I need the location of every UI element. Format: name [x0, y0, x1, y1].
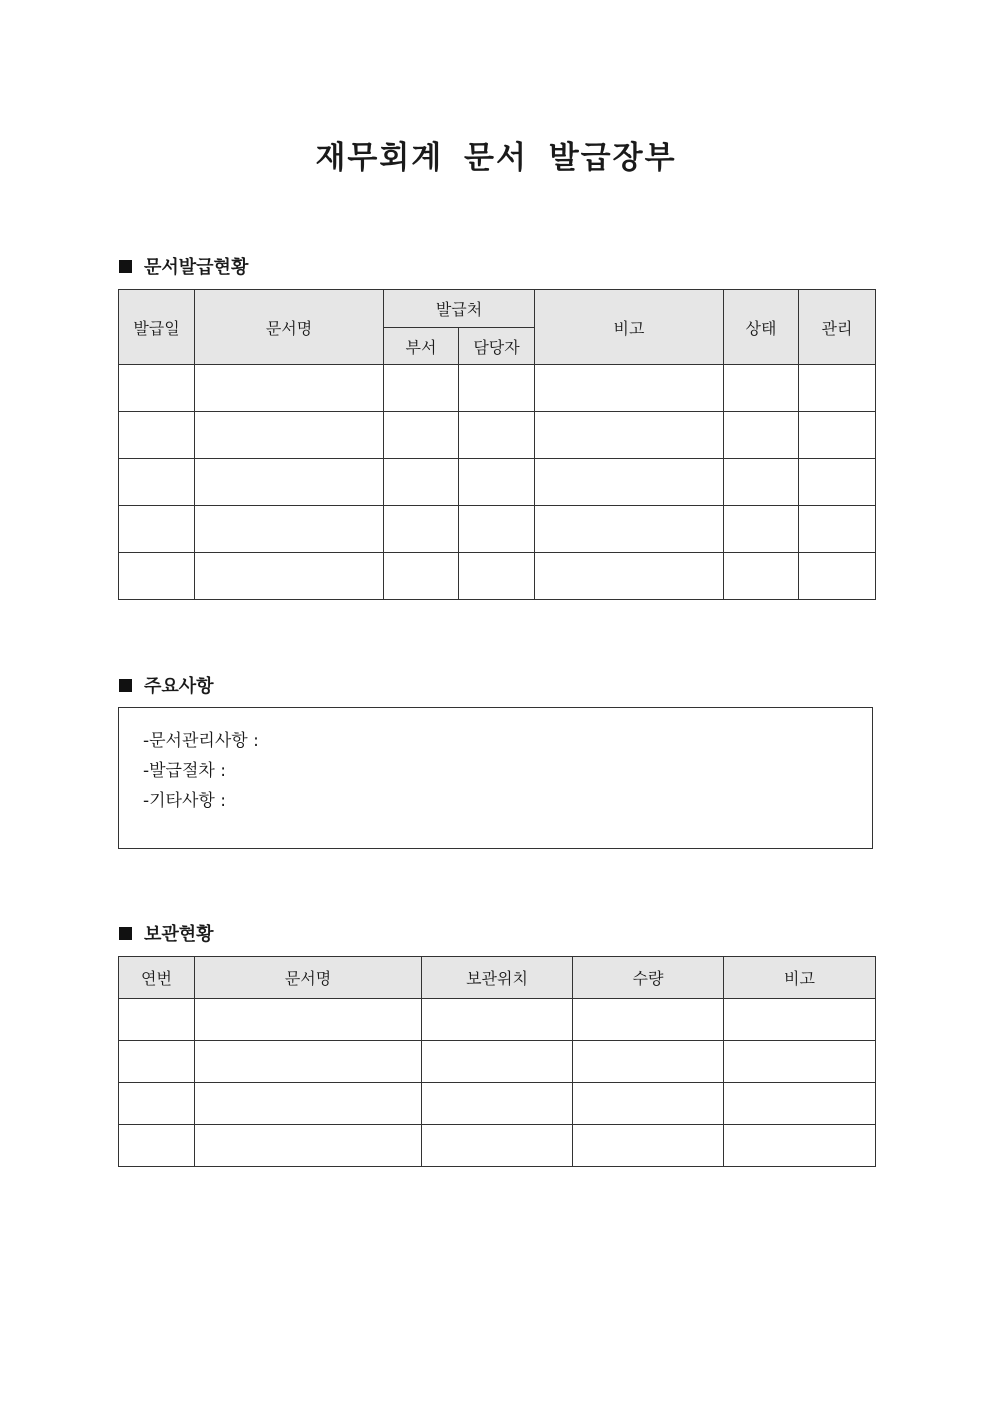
square-bullet-icon — [119, 260, 132, 273]
col-header-issuer: 발급처 — [384, 290, 535, 328]
table-row — [119, 1083, 876, 1125]
storage-table — [118, 956, 876, 1167]
table-row — [119, 365, 876, 412]
table-cell[interactable] — [459, 365, 535, 412]
table-cell[interactable] — [573, 999, 724, 1041]
col-header-note: 비고 — [724, 957, 876, 999]
table-cell[interactable] — [384, 506, 459, 553]
table-cell[interactable] — [195, 459, 384, 506]
table-cell[interactable] — [384, 412, 459, 459]
issuance-table — [118, 289, 876, 600]
table-cell[interactable] — [119, 1083, 195, 1125]
table-row — [119, 1041, 876, 1083]
table-cell[interactable] — [195, 365, 384, 412]
table-row — [119, 553, 876, 600]
table-cell[interactable] — [573, 1125, 724, 1167]
table-cell[interactable] — [535, 553, 724, 600]
table-cell[interactable] — [195, 999, 422, 1041]
table-cell[interactable] — [422, 1125, 573, 1167]
table-cell[interactable] — [119, 459, 195, 506]
table-cell[interactable] — [195, 553, 384, 600]
table-cell[interactable] — [535, 412, 724, 459]
table-cell[interactable] — [799, 365, 876, 412]
square-bullet-icon — [119, 927, 132, 940]
table-cell[interactable] — [459, 412, 535, 459]
notes-box[interactable] — [118, 707, 873, 849]
table-cell[interactable] — [119, 553, 195, 600]
table-cell[interactable] — [422, 999, 573, 1041]
col-header-doc-name: 문서명 — [195, 957, 422, 999]
col-header-status: 상태 — [724, 290, 799, 365]
table-cell[interactable] — [195, 1083, 422, 1125]
table-cell[interactable] — [195, 412, 384, 459]
table-cell[interactable] — [724, 459, 799, 506]
table-row — [119, 999, 876, 1041]
table-row — [119, 459, 876, 506]
col-header-person: 담당자 — [459, 328, 535, 365]
table-row — [119, 412, 876, 459]
table-cell[interactable] — [573, 1083, 724, 1125]
section-heading-label: 문서발급현황 — [144, 257, 249, 278]
col-header-manage: 관리 — [799, 290, 876, 365]
table-cell[interactable] — [724, 412, 799, 459]
col-header-dept: 부서 — [384, 328, 459, 365]
table-cell[interactable] — [119, 365, 195, 412]
col-header-doc-name: 문서명 — [195, 290, 384, 365]
table-cell[interactable] — [724, 1041, 876, 1083]
section-heading-notes — [119, 672, 214, 698]
table-cell[interactable] — [724, 1125, 876, 1167]
table-cell[interactable] — [724, 999, 876, 1041]
table-cell[interactable] — [459, 506, 535, 553]
notes-line-doc-management: -문서관리사항 : — [143, 731, 259, 751]
table-cell[interactable] — [459, 553, 535, 600]
table-cell[interactable] — [724, 506, 799, 553]
table-cell[interactable] — [799, 412, 876, 459]
col-header-date: 발급일 — [119, 290, 195, 365]
table-cell[interactable] — [799, 506, 876, 553]
table-cell[interactable] — [799, 553, 876, 600]
table-cell[interactable] — [535, 459, 724, 506]
table-cell[interactable] — [422, 1041, 573, 1083]
table-cell[interactable] — [422, 1083, 573, 1125]
table-cell[interactable] — [724, 365, 799, 412]
table-row — [119, 1125, 876, 1167]
table-cell[interactable] — [119, 1125, 195, 1167]
section-heading-storage — [119, 920, 214, 946]
table-cell[interactable] — [573, 1041, 724, 1083]
section-heading-label: 보관현황 — [144, 924, 214, 945]
square-bullet-icon — [119, 679, 132, 692]
table-cell[interactable] — [119, 999, 195, 1041]
table-row — [119, 506, 876, 553]
table-cell[interactable] — [459, 459, 535, 506]
col-header-note: 비고 — [535, 290, 724, 365]
page-title: 재무회계 문서 발급장부 — [315, 140, 677, 176]
table-cell[interactable] — [195, 1041, 422, 1083]
notes-line-other: -기타사항 : — [143, 791, 226, 811]
col-header-no: 연번 — [119, 957, 195, 999]
table-cell[interactable] — [799, 459, 876, 506]
table-cell[interactable] — [724, 1083, 876, 1125]
notes-line-issue-procedure: -발급절차 : — [143, 761, 226, 781]
table-cell[interactable] — [384, 553, 459, 600]
col-header-location: 보관위치 — [422, 957, 573, 999]
table-cell[interactable] — [195, 1125, 422, 1167]
section-heading-issuance — [119, 253, 248, 279]
table-cell[interactable] — [384, 365, 459, 412]
table-cell[interactable] — [724, 553, 799, 600]
table-cell[interactable] — [195, 506, 384, 553]
table-cell[interactable] — [535, 365, 724, 412]
col-header-quantity: 수량 — [573, 957, 724, 999]
section-heading-label: 주요사항 — [144, 676, 214, 697]
table-cell[interactable] — [119, 412, 195, 459]
table-cell[interactable] — [384, 459, 459, 506]
table-cell[interactable] — [535, 506, 724, 553]
table-cell[interactable] — [119, 1041, 195, 1083]
table-cell[interactable] — [119, 506, 195, 553]
